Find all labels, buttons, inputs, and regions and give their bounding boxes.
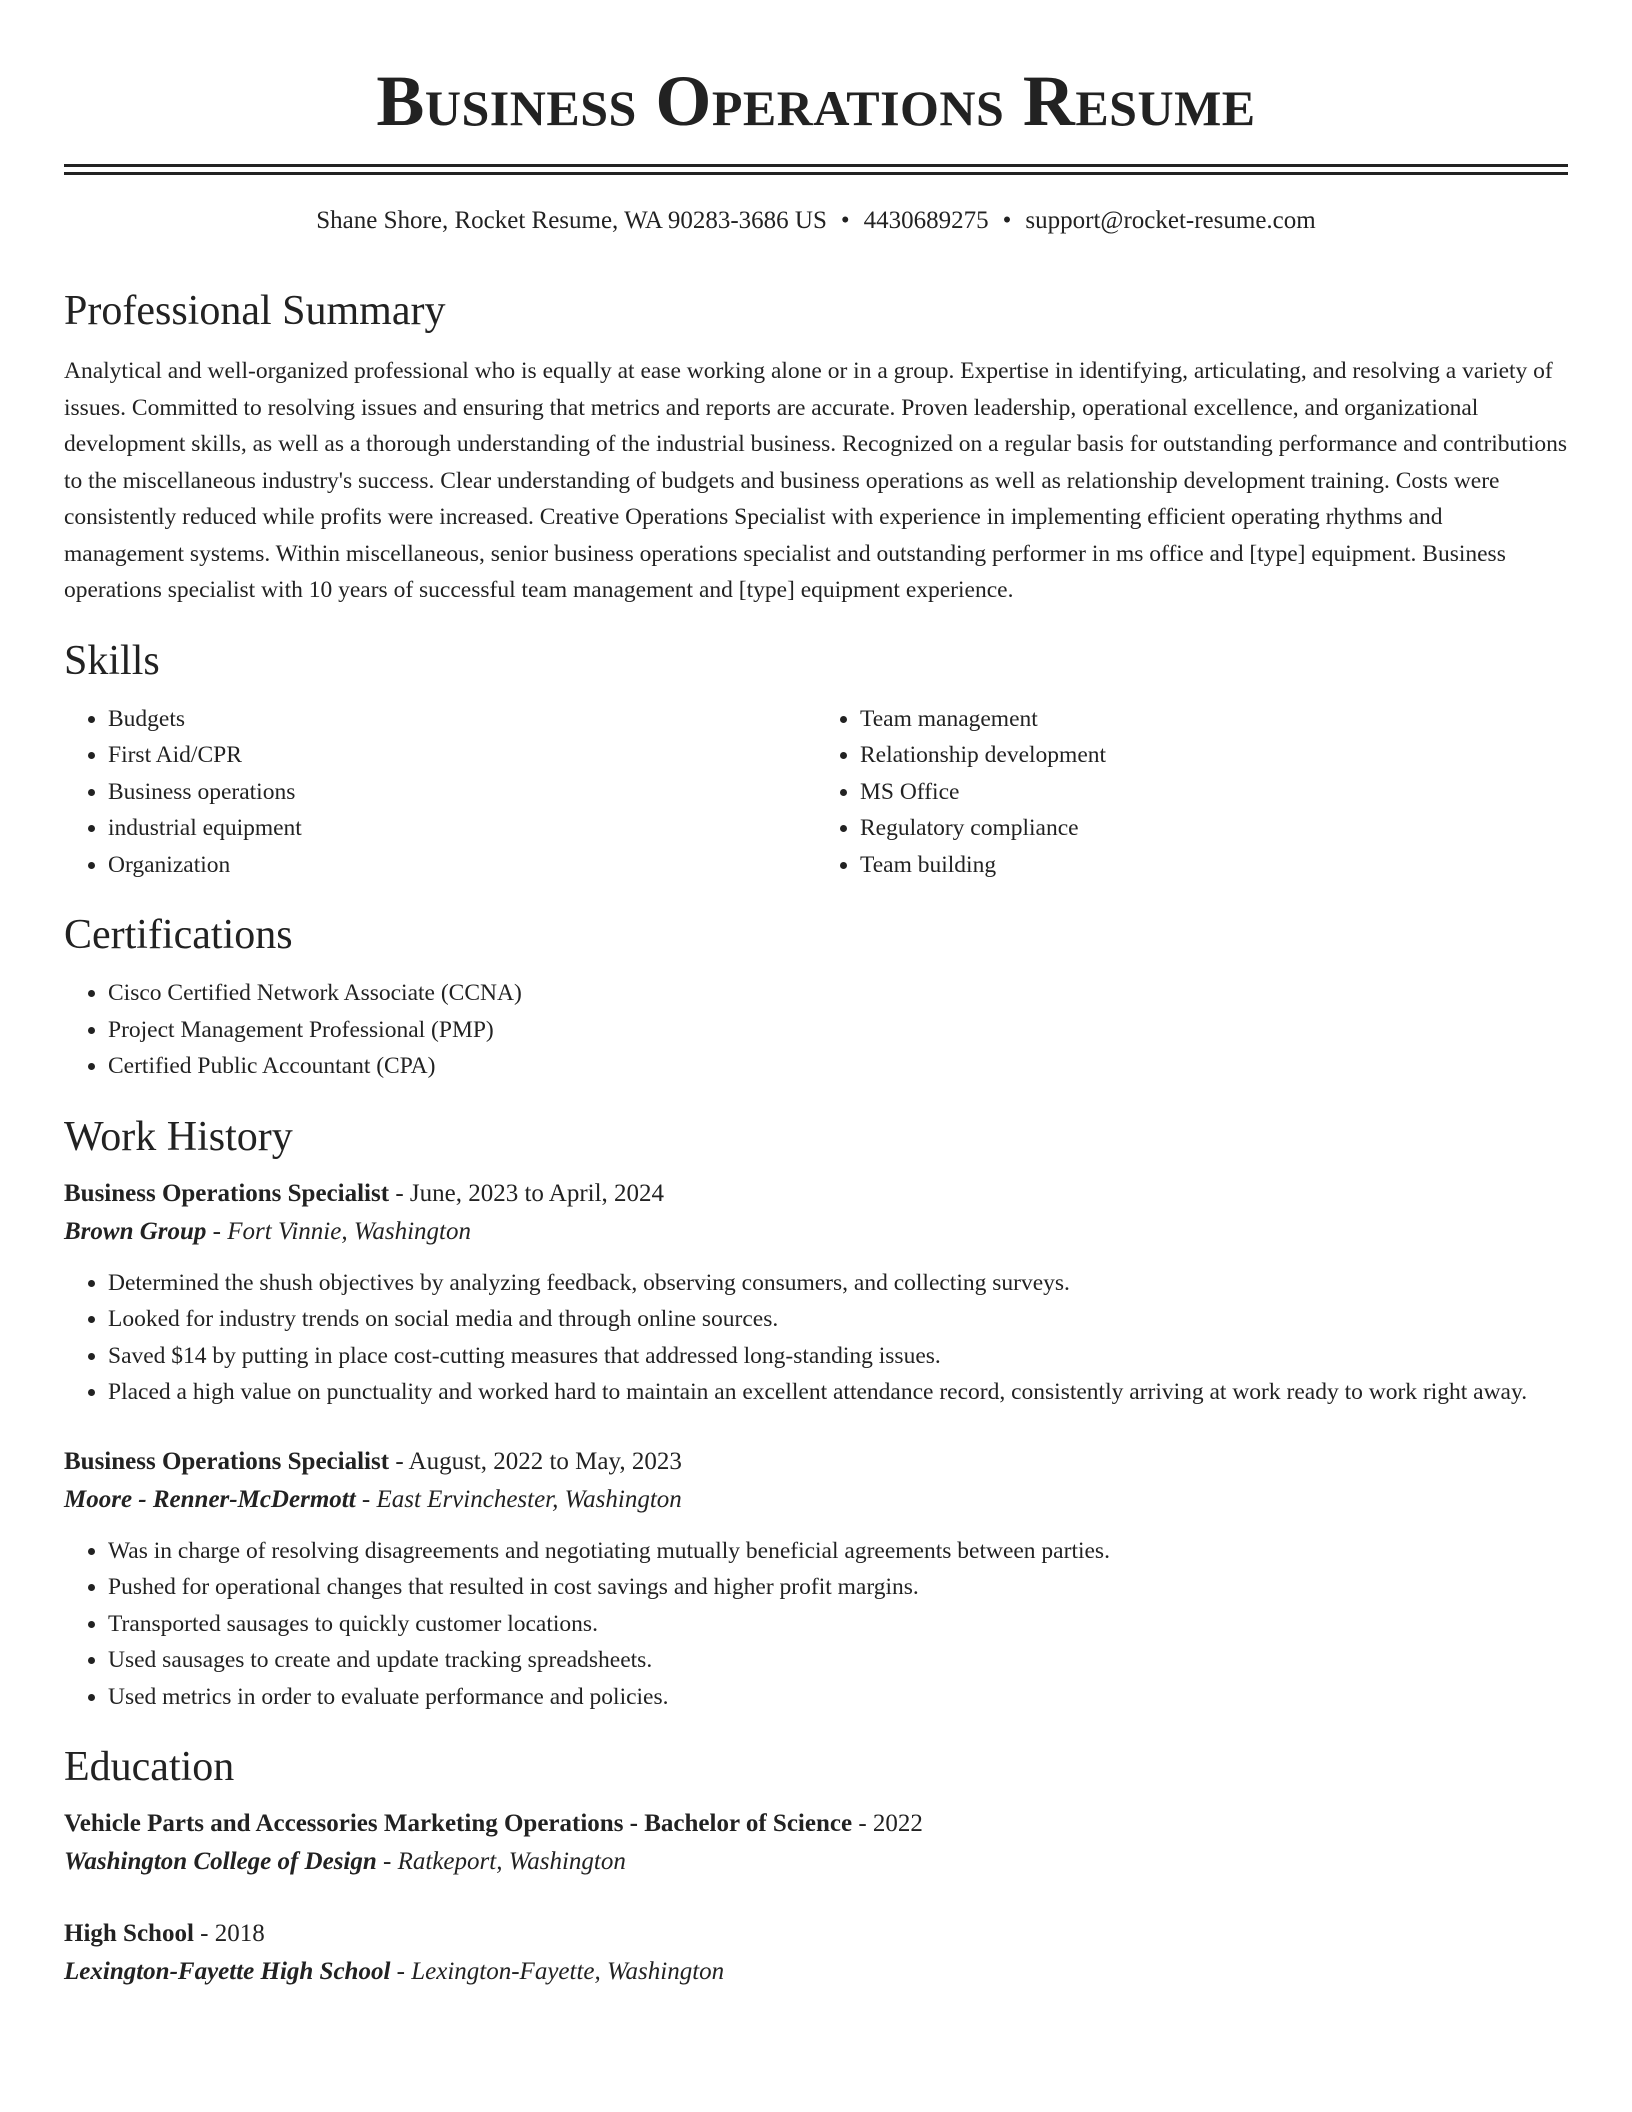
skills-column-right	[816, 701, 1568, 884]
job-bullet: • Used metrics in order to evaluate performance and policies.	[108, 1679, 1568, 1716]
contact-phone: 4430689275	[863, 207, 989, 234]
work-history-heading: Work History	[64, 1113, 293, 1160]
contact-email: support@rocket-resume.com	[1025, 207, 1316, 234]
school-name: Lexington-Fayette High School	[64, 1958, 391, 1985]
skills-heading: Skills	[64, 637, 160, 684]
job-title-line	[64, 1443, 1568, 1481]
graduation-year: - 2018	[193, 1920, 265, 1947]
job-title: Business Operations Specialist	[64, 1447, 390, 1475]
skills-column-left	[64, 701, 816, 884]
employer-line	[64, 1481, 1568, 1519]
skill-item: • Team building	[860, 847, 1568, 884]
certifications-heading: Certifications	[64, 912, 293, 958]
job-bullet: • Saved $14 by putting in place cost-cutting measures that addressed long-standing issues.	[108, 1338, 1568, 1375]
education-entry	[64, 1805, 1568, 1881]
degree-line	[64, 1805, 1568, 1843]
education-heading: Education	[64, 1744, 235, 1790]
degree-name: Vehicle Parts and Accessories Marketing Operations - Bachelor of Science	[64, 1810, 853, 1837]
school-name: Washington College of Design	[64, 1848, 377, 1875]
skill-item: • Business operations	[108, 774, 816, 811]
employer-name: Moore - Renner-McDermott	[64, 1485, 356, 1513]
employer-name: Brown Group	[64, 1217, 207, 1245]
job-bullet: • Pushed for operational changes that resulted in cost savings and higher profit margins.	[108, 1569, 1568, 1606]
skills-list	[64, 701, 1568, 884]
certification-item: • Certified Public Accountant (CPA)	[108, 1048, 1568, 1085]
employer-location: - East Ervinchester, Washington	[355, 1485, 682, 1513]
job-bullet: • Determined the shush objectives by analyzing feedback, observing consumers, and collecting surveys.	[108, 1265, 1568, 1302]
school-line	[64, 1843, 1568, 1881]
skill-item: • Budgets	[108, 701, 816, 738]
degree-line	[64, 1915, 1568, 1953]
job-bullets	[64, 1265, 1568, 1411]
title-divider	[64, 164, 1568, 175]
contact-separator: •	[1002, 207, 1012, 234]
job-bullet: • Was in charge of resolving disagreements and negotiating mutually beneficial agreements between parties.	[108, 1533, 1568, 1570]
school-location: - Lexington-Fayette, Washington	[390, 1958, 725, 1985]
job-entry	[64, 1175, 1568, 1411]
education-entry	[64, 1915, 1568, 1991]
school-location: - Ratkeport, Washington	[376, 1848, 626, 1875]
certifications-list	[64, 975, 1568, 1085]
employer-location: - Fort Vinnie, Washington	[206, 1217, 471, 1245]
job-bullets	[64, 1533, 1568, 1716]
job-bullet: • Transported sausages to quickly customer locations.	[108, 1606, 1568, 1643]
certification-item: • Project Management Professional (PMP)	[108, 1012, 1568, 1049]
summary-text: Analytical and well-organized professional who is equally at ease working alone or in a group. Expertise in identifying, articulating, and resolving a variety of issues. Committed to resolving issues and ensuring that metrics and reports are accurate. Proven leadership, operational excellence, and organizational development skills, as well as a thorough understanding of the industrial business. Recognized on a regular basis for outstanding performance and contributions to the miscellaneous industry's success. Clear understanding of budgets and business operations as well as relationship development training. Costs were consistently reduced while profits were increased. Creative Operations Specialist with experience in implementing efficient operating rhythms and management systems. Within miscellaneous, senior business operations specialist and outstanding performer in ms office and [type] equipment. Business operations specialist with 10 years of successful team management and [type] equipment experience.	[64, 358, 1568, 603]
job-dates: - August, 2022 to May, 2023	[389, 1447, 682, 1475]
skill-item: • Organization	[108, 847, 816, 884]
skill-item: • Regulatory compliance	[860, 810, 1568, 847]
graduation-year: - 2022	[852, 1810, 923, 1837]
contact-line	[64, 205, 1568, 237]
job-dates: - June, 2023 to April, 2024	[389, 1179, 665, 1207]
degree-name: High School	[64, 1920, 194, 1947]
school-line	[64, 1953, 1568, 1991]
skill-item: • industrial equipment	[108, 810, 816, 847]
job-title-line	[64, 1175, 1568, 1213]
skill-item: • Team management	[860, 701, 1568, 738]
skill-item: • MS Office	[860, 774, 1568, 811]
resume-title: Business Operations Resume	[376, 61, 1256, 141]
job-bullet: • Used sausages to create and update tracking spreadsheets.	[108, 1642, 1568, 1679]
contact-separator: •	[840, 207, 850, 234]
skill-item: • First Aid/CPR	[108, 737, 816, 774]
job-bullet: • Placed a high value on punctuality and worked hard to maintain an excellent attendance record, consistently arriving at work ready to work right away.	[108, 1374, 1568, 1411]
job-bullet: • Looked for industry trends on social media and through online sources.	[108, 1301, 1568, 1338]
skill-item: • Relationship development	[860, 737, 1568, 774]
summary-heading: Professional Summary	[64, 288, 446, 334]
job-title: Business Operations Specialist	[64, 1179, 390, 1207]
job-entry	[64, 1443, 1568, 1716]
contact-address: Shane Shore, Rocket Resume, WA 90283-3686 US	[316, 207, 827, 234]
employer-line	[64, 1213, 1568, 1251]
certification-item: • Cisco Certified Network Associate (CCNA)	[108, 975, 1568, 1012]
